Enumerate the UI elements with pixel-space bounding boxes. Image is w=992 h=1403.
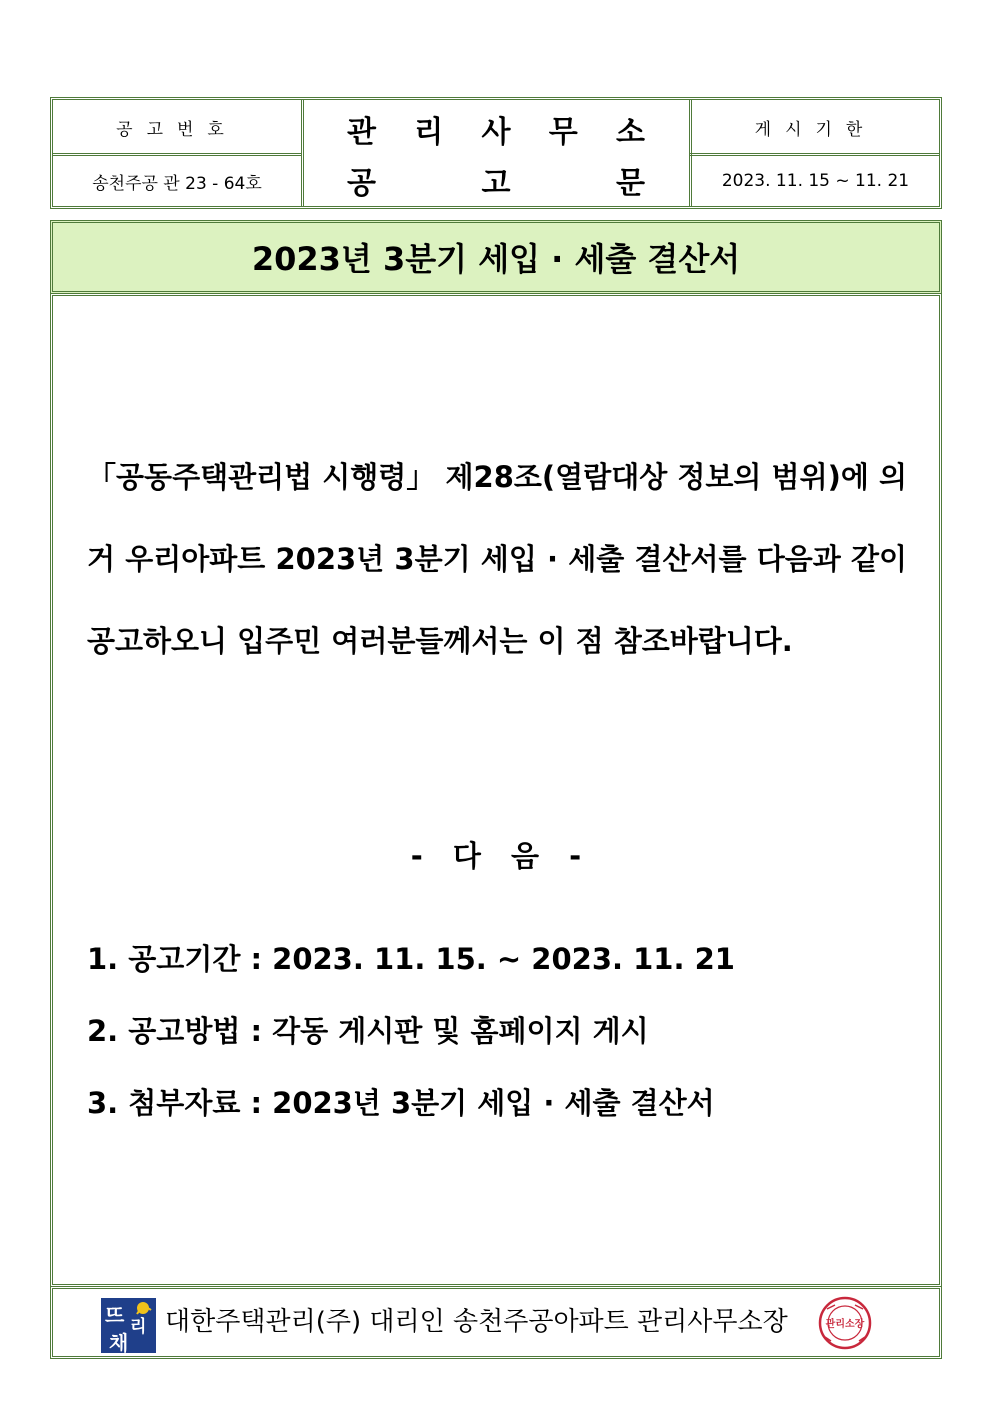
svg-text:뜨: 뜨 [105, 1303, 125, 1327]
official-seal-icon [817, 1295, 873, 1351]
notice-number-value: 송천주공 관 23 - 64호 [92, 173, 262, 194]
following-heading: - 다 음 - [410, 839, 582, 873]
posting-period-label: 게시기한 [754, 119, 877, 140]
document-title-band [50, 220, 942, 294]
svg-text:채: 채 [109, 1331, 129, 1353]
footer-issuer-text: 대한주택관리(주) 대리인 송천주공아파트 관리사무소장 [165, 1307, 788, 1337]
notice-number-label: 공고번호 [116, 119, 238, 140]
header-divider [301, 100, 304, 206]
notice-item-method: 2. 공고방법 : 각동 게시판 및 홈페이지 게시 [87, 1014, 649, 1048]
notice-paragraph: 「공동주택관리법 시행령」 제28조(열람대상 정보의 범위)에 의거 우리아파트 2023년 3분기 세입 · 세출 결산서를 다음과 같이 공고하오니 입주민 여러분들께서는 이 점 참조바랍니다. [87, 460, 907, 658]
notice-header-table [50, 97, 942, 209]
document-title: 2023년 3분기 세입 · 세출 결산서 [251, 240, 741, 278]
notice-item-list [87, 923, 735, 1139]
notice-body [50, 293, 942, 1287]
posting-period-value: 2023. 11. 15 ~ 11. 21 [721, 171, 910, 191]
svg-text:관리소장: 관리소장 [825, 1319, 865, 1330]
notice-footer [50, 1286, 942, 1359]
notice-item-attachment: 3. 첨부자료 : 2023년 3분기 세입 · 세출 결산서 [87, 1086, 715, 1120]
org-name-line: 관 리 사 무 소 [347, 115, 645, 150]
notice-item-period: 1. 공고기간 : 2023. 11. 15. ~ 2023. 11. 21 [87, 942, 735, 976]
ttrichae-logo-icon [101, 1298, 156, 1353]
document-type-line: 공 고 문 [347, 166, 645, 201]
svg-text:리: 리 [130, 1317, 147, 1337]
